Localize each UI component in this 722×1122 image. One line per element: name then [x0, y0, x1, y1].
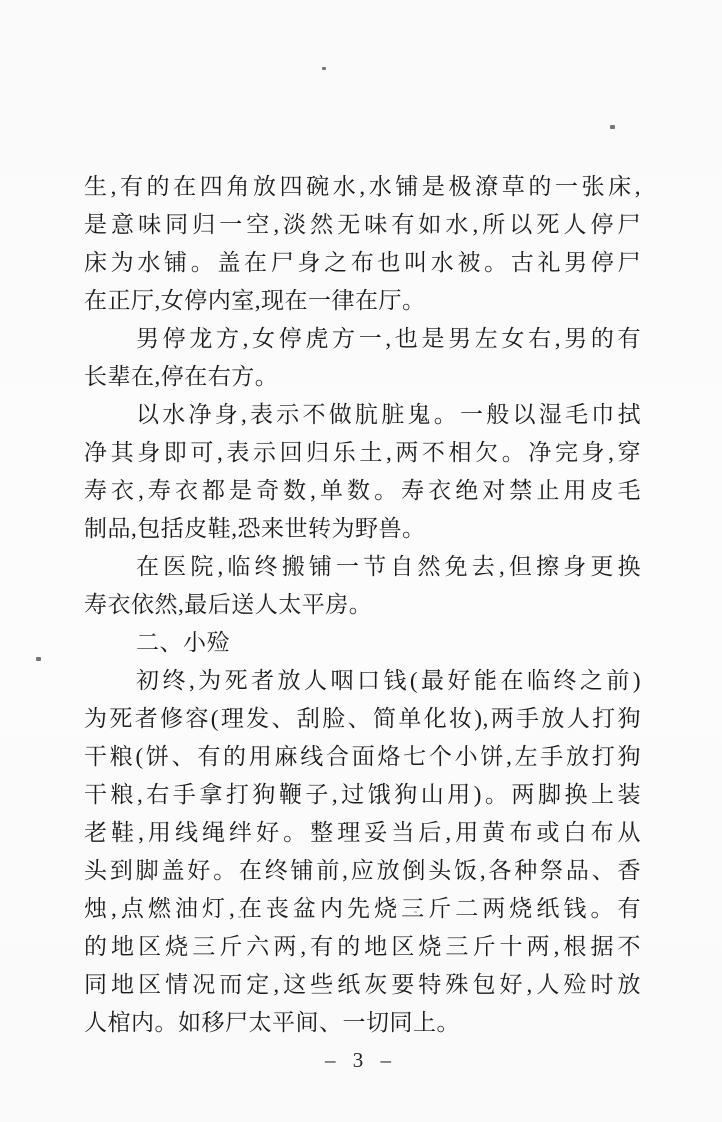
text-line: 头到脚盖好。在终铺前,应放倒头饭,各种祭品、香: [84, 858, 641, 883]
text-line: 生,有的在四角放四碗水,水铺是极潦草的一张床,: [84, 174, 641, 199]
text-line: 是意味同归一空,淡然无味有如水,所以死人停尸: [84, 212, 641, 237]
scan-speck: [36, 657, 41, 661]
text-line: 老鞋,用线绳绊好。整理妥当后,用黄布或白布从: [84, 820, 641, 845]
page-number: – 3 –: [325, 1048, 397, 1072]
text-line: 寿衣,寿衣都是奇数,单数。寿衣绝对禁止用皮毛: [84, 478, 641, 503]
scan-speck: [322, 67, 326, 70]
text-line: 在医院,临终搬铺一节自然免去,但擦身更换: [136, 554, 641, 579]
body-text-block: [84, 168, 641, 1042]
section-heading-line: 二、小殓: [136, 630, 230, 655]
text-line: 为死者修容(理发、刮脸、简单化妆),两手放人打狗: [84, 706, 641, 731]
text-line: 以水净身,表示不做肮脏鬼。一般以湿毛巾拭: [136, 402, 641, 427]
text-line: 制品,包括皮鞋,恐来世转为野兽。: [84, 516, 426, 541]
text-line: 长辈在,停在右方。: [84, 364, 279, 389]
text-line: 床为水铺。盖在尸身之布也叫水被。古礼男停尸: [84, 250, 641, 275]
text-line: 男停龙方,女停虎方一,也是男左女右,男的有: [136, 326, 641, 351]
text-line: 同地区情况而定,这些纸灰要特殊包好,人殓时放: [84, 972, 641, 997]
text-line: 寿衣依然,最后送人太平房。: [84, 592, 373, 617]
text-line: 人棺内。如移尸太平间、一切同上。: [84, 1010, 460, 1035]
text-line: 烛,点燃油灯,在丧盆内先烧三斤二两烧纸钱。有: [84, 896, 641, 921]
text-line: 在正厅,女停内室,现在一律在厅。: [84, 288, 426, 313]
text-line: 净其身即可,表示回归乐土,两不相欠。净完身,穿: [84, 440, 641, 465]
text-line: 干粮,右手拿打狗鞭子,过饿狗山用)。两脚换上装: [84, 782, 641, 807]
text-line: 的地区烧三斤六两,有的地区烧三斤十两,根据不: [84, 934, 641, 959]
scan-speck: [610, 125, 615, 129]
text-line: 初终,为死者放人咽口钱(最好能在临终之前): [136, 668, 641, 693]
text-line: 干粮(饼、有的用麻线合面烙七个小饼,左手放打狗: [84, 744, 641, 769]
